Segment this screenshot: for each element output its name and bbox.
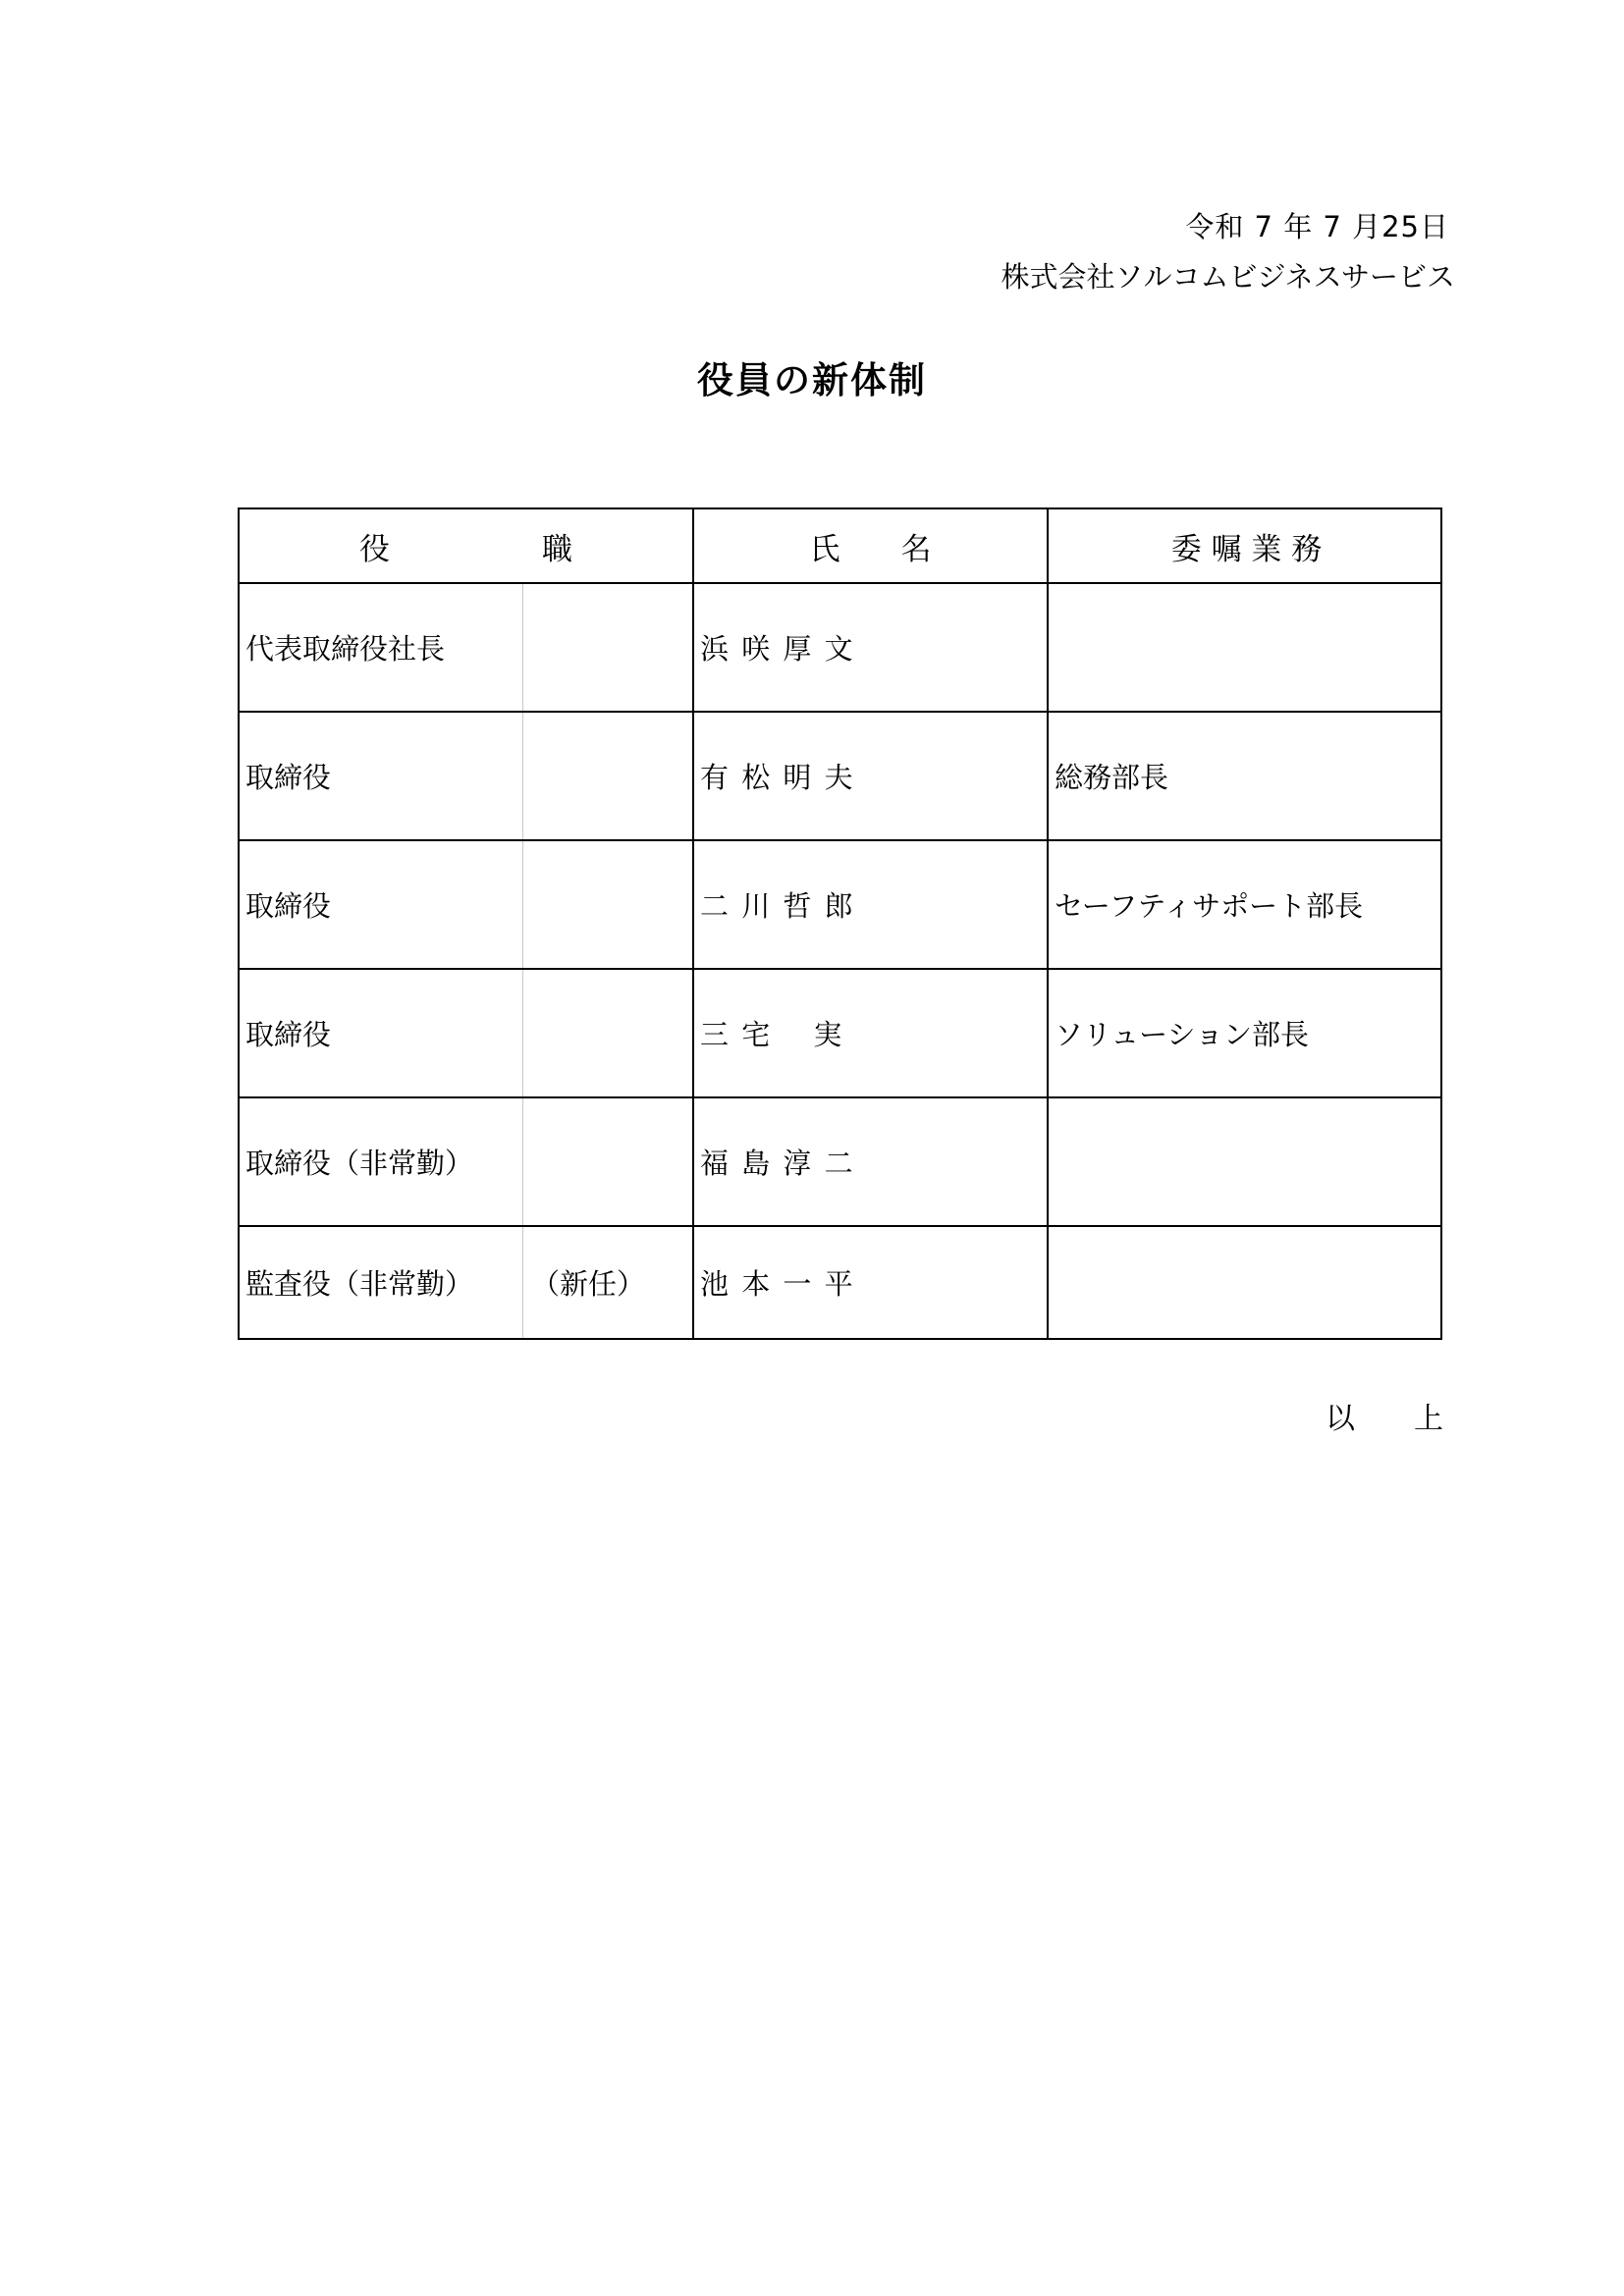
table-row — [240, 968, 1440, 1096]
company-name: 株式会社ソルコムビジネスサービス — [1001, 260, 1455, 294]
table-row — [240, 711, 1440, 839]
column-header-position: 役 職 — [359, 531, 572, 567]
table-header-row — [240, 509, 1440, 582]
note-cell — [522, 584, 692, 711]
document-date: 令和 7 年 7 月25日 — [1185, 210, 1449, 243]
duty-cell: ソリューション部長 — [1047, 970, 1444, 1096]
note-cell — [522, 713, 692, 839]
position-cell: 取締役 — [245, 1018, 332, 1051]
note-cell — [522, 970, 692, 1096]
column-header-duty: 委 嘱 業 務 — [1047, 509, 1444, 582]
note-cell — [522, 1098, 692, 1225]
note-cell — [522, 841, 692, 968]
officers-table — [238, 507, 1442, 1340]
table-row — [240, 1096, 1440, 1225]
closing-mark: 以 上 — [1326, 1402, 1443, 1436]
position-cell: 監査役（非常勤） — [245, 1267, 474, 1301]
table-row — [240, 1225, 1440, 1338]
name-cell: 三 宅 実 — [692, 970, 1047, 1096]
duty-cell — [1047, 1098, 1444, 1225]
position-cell: 取締役 — [245, 761, 332, 794]
duty-cell — [1047, 584, 1444, 711]
name-cell: 有 松 明 夫 — [692, 713, 1047, 839]
column-header-name: 氏 名 — [692, 509, 1047, 582]
duty-cell: 総務部長 — [1047, 713, 1444, 839]
position-cell: 取締役 — [245, 889, 332, 923]
name-cell: 二 川 哲 郎 — [692, 841, 1047, 968]
duty-cell — [1047, 1227, 1444, 1338]
duty-cell: セーフティサポート部長 — [1047, 841, 1444, 968]
position-cell: 取締役（非常勤） — [245, 1147, 474, 1180]
table-row — [240, 582, 1440, 711]
position-cell: 代表取締役社長 — [245, 632, 446, 666]
page-title: 役員の新体制 — [697, 359, 927, 401]
name-cell: 池 本 一 平 — [692, 1227, 1047, 1338]
name-cell: 福 島 淳 二 — [692, 1098, 1047, 1225]
note-cell: （新任） — [522, 1227, 692, 1338]
table-row — [240, 839, 1440, 968]
name-cell: 浜 咲 厚 文 — [692, 584, 1047, 711]
